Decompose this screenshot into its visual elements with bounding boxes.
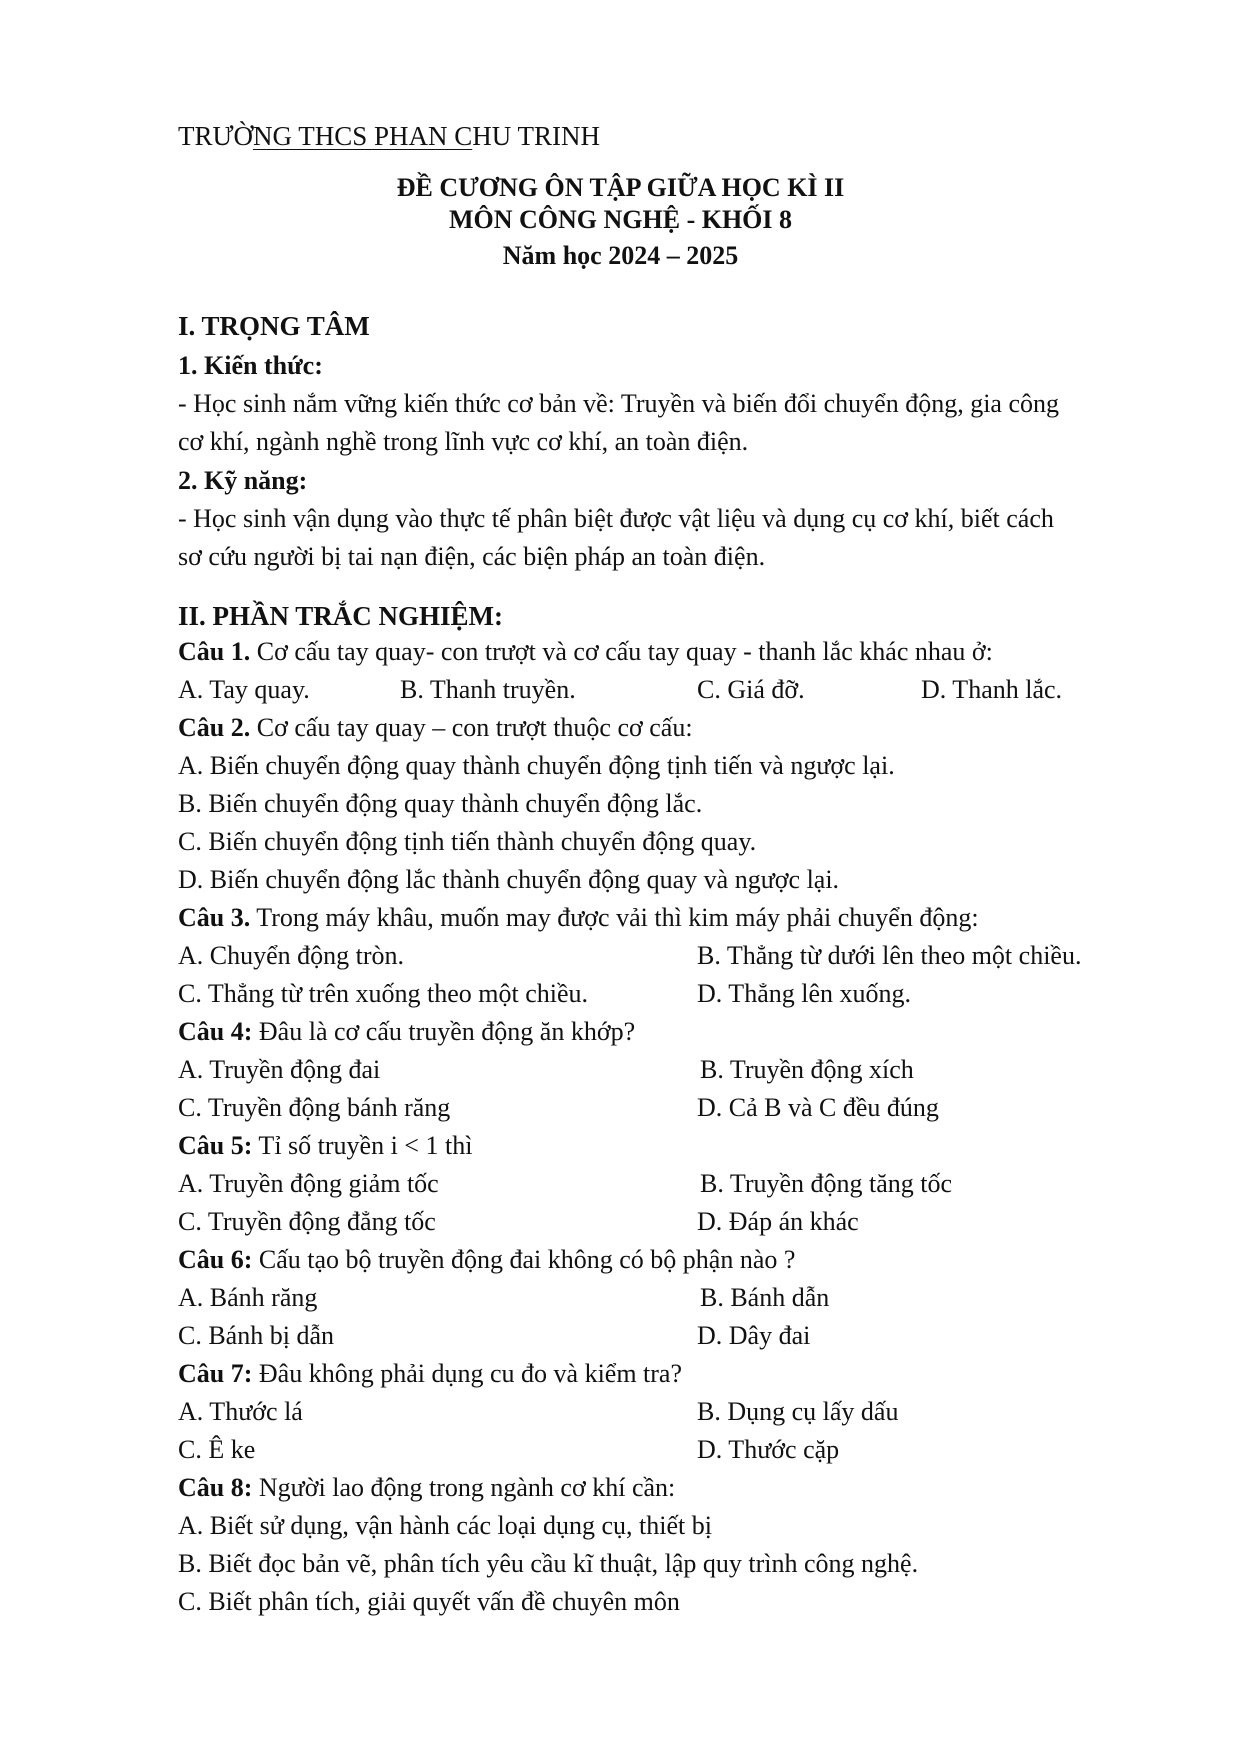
question-text: Cấu tạo bộ truyền động đai không có bộ phận nào ?	[252, 1245, 796, 1274]
question-text: Người lao động trong ngành cơ khí cần:	[252, 1473, 676, 1502]
option-c: C. Ê ke	[178, 1435, 256, 1464]
option-b: B. Biến chuyển động quay thành chuyển động lắc.	[178, 789, 703, 818]
question-7	[178, 1358, 682, 1390]
option-a: A. Truyền động đai	[178, 1055, 381, 1084]
option-c: C. Giá đỡ.	[697, 675, 805, 704]
option-a: A. Thước lá	[178, 1397, 303, 1426]
document-title: ĐỀ CƯƠNG ÔN TẬP GIỮA HỌC KÌ II	[396, 173, 845, 202]
subheading-skills: 2. Kỹ năng:	[178, 466, 308, 495]
question-5	[178, 1130, 472, 1162]
option-c: C. Truyền động đẳng tốc	[178, 1207, 436, 1236]
option-c: C. Biến chuyển động tịnh tiến thành chuyển động quay.	[178, 827, 757, 856]
question-label: Câu 4:	[178, 1017, 253, 1046]
option-c: C. Bánh bị dẫn	[178, 1321, 334, 1350]
knowledge-text-line: cơ khí, ngành nghề trong lĩnh vực cơ khí, an toàn điện.	[178, 427, 749, 456]
school-name	[178, 120, 600, 152]
knowledge-text-line: - Học sinh nắm vững kiến thức cơ bản về: Truyền và biến đổi chuyển động, gia công	[178, 389, 1059, 418]
question-1	[178, 636, 993, 668]
option-b: B. Truyền động tăng tốc	[700, 1169, 953, 1198]
question-2	[178, 712, 693, 744]
question-label: Câu 8:	[178, 1473, 253, 1502]
school-year: Năm học 2024 – 2025	[502, 241, 739, 270]
question-text: Đâu là cơ cấu truyền động ăn khớp?	[252, 1017, 636, 1046]
option-a: A. Truyền động giảm tốc	[178, 1169, 439, 1198]
question-text: Tỉ số truyền i < 1 thì	[252, 1131, 473, 1160]
option-c: C. Truyền động bánh răng	[178, 1093, 451, 1122]
option-b: B. Dụng cụ lấy dấu	[697, 1397, 899, 1426]
option-b: B. Thanh truyền.	[400, 675, 576, 704]
option-d: D. Đáp án khác	[697, 1207, 859, 1236]
option-d: D. Dây đai	[697, 1321, 811, 1350]
option-a: A. Bánh răng	[178, 1283, 318, 1312]
question-label: Câu 5:	[178, 1131, 253, 1160]
option-a: A. Biến chuyển động quay thành chuyển động tịnh tiến và ngược lại.	[178, 751, 895, 780]
question-3	[178, 902, 979, 934]
option-b: B. Thẳng từ dưới lên theo một chiều.	[697, 941, 1082, 970]
option-a: A. Chuyển động tròn.	[178, 941, 405, 970]
option-b: B. Biết đọc bản vẽ, phân tích yêu cầu kĩ thuật, lập quy trình công nghệ.	[178, 1549, 919, 1578]
section-heading-multiple-choice: II. PHẦN TRẮC NGHIỆM:	[178, 601, 504, 631]
option-b: B. Bánh dẫn	[700, 1283, 830, 1312]
question-text: Trong máy khâu, muốn may được vải thì kim máy phải chuyển động:	[250, 903, 979, 932]
question-text: Cơ cấu tay quay- con trượt và cơ cấu tay quay - thanh lắc khác nhau ở:	[250, 637, 993, 666]
option-d: D. Thanh lắc.	[921, 675, 1063, 704]
option-d: D. Thước cặp	[697, 1435, 840, 1464]
question-4	[178, 1016, 635, 1048]
question-8	[178, 1472, 675, 1504]
option-b: B. Truyền động xích	[700, 1055, 914, 1084]
question-label: Câu 7:	[178, 1359, 253, 1388]
section-heading-focus: I. TRỌNG TÂM	[178, 311, 370, 341]
option-c: C. Biết phân tích, giải quyết vấn đề chuyên môn	[178, 1587, 680, 1616]
option-d: D. Cả B và C đều đúng	[697, 1093, 939, 1122]
option-a: A. Tay quay.	[178, 675, 310, 704]
option-c: C. Thẳng từ trên xuống theo một chiều.	[178, 979, 589, 1008]
option-d: D. Biến chuyển động lắc thành chuyển động quay và ngược lại.	[178, 865, 840, 894]
school-name-underlined: NG THCS PHAN C	[252, 121, 473, 151]
question-label: Câu 3.	[178, 903, 251, 932]
skills-text-line: sơ cứu người bị tai nạn điện, các biện pháp an toàn điện.	[178, 542, 766, 571]
option-d: D. Thẳng lên xuống.	[697, 979, 911, 1008]
question-6	[178, 1244, 795, 1276]
question-label: Câu 1.	[178, 637, 251, 666]
option-a: A. Biết sử dụng, vận hành các loại dụng cụ, thiết bị	[178, 1511, 712, 1540]
subheading-knowledge: 1. Kiến thức:	[178, 351, 323, 380]
subject-title: MÔN CÔNG NGHỆ - KHỐI 8	[448, 205, 793, 234]
question-label: Câu 6:	[178, 1245, 253, 1274]
skills-text-line: - Học sinh vận dụng vào thực tế phân biệt được vật liệu và dụng cụ cơ khí, biết cách	[178, 504, 1054, 533]
question-text: Cơ cấu tay quay – con trượt thuộc cơ cấu:	[250, 713, 693, 742]
school-name-part: TRƯỜ	[178, 121, 253, 151]
question-label: Câu 2.	[178, 713, 251, 742]
school-name-part: HU TRINH	[472, 121, 600, 151]
question-text: Đâu không phải dụng cu đo và kiểm tra?	[252, 1359, 683, 1388]
